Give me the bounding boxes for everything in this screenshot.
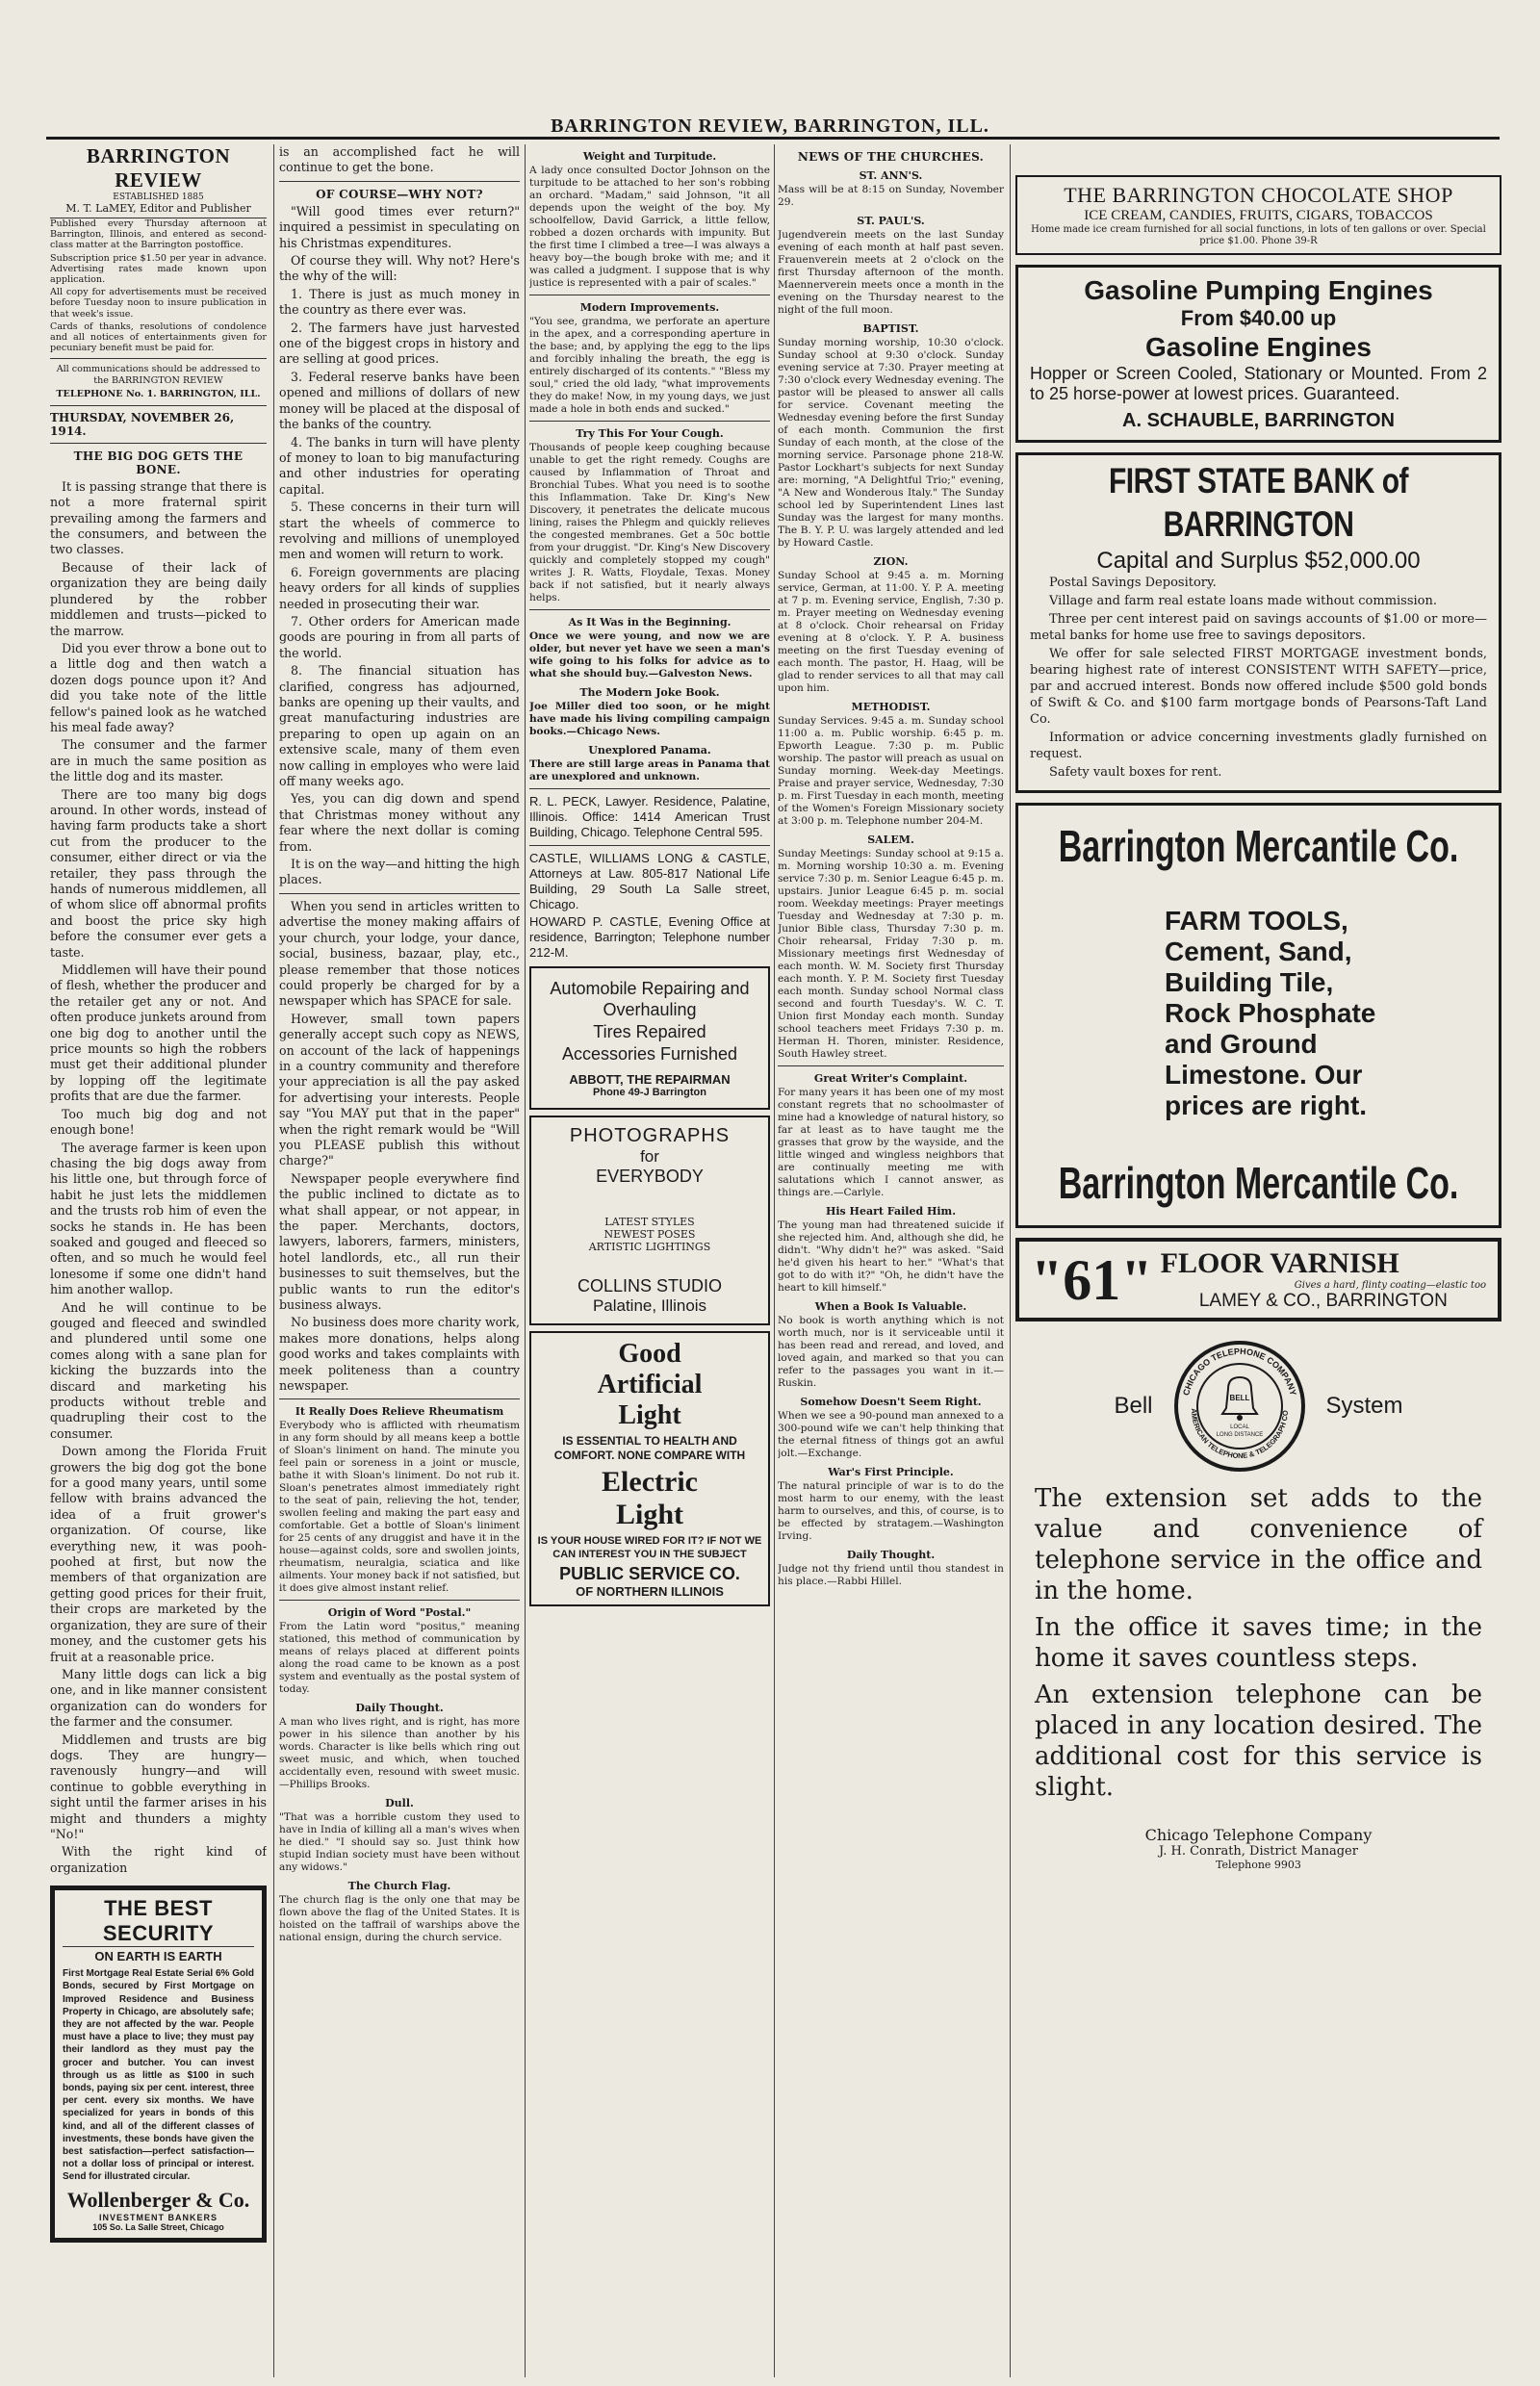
photo-ad-line: PHOTOGRAPHS	[569, 1125, 731, 1146]
article-heading: Great Writer's Complaint.	[813, 1072, 968, 1085]
issue-date: THURSDAY, NOVEMBER 26, 1914.	[50, 410, 235, 438]
column-rule	[273, 144, 274, 2377]
bank-ad-text: Three per cent interest paid on savings accounts of $1.00 or more—metal banks for home use free to savings depositors.	[1030, 612, 1487, 643]
mercantile-ad-title: Barrington Mercantile Co.	[1058, 822, 1459, 872]
light-ad-line: Light	[615, 1499, 684, 1530]
mercantile-ad-line: and Ground	[1165, 1029, 1318, 1059]
article-heading: The Church Flag.	[347, 1880, 451, 1893]
photo-ad-line: NEWEST POSES	[603, 1228, 696, 1241]
gas-ad-line: Gasoline Engines	[1145, 332, 1372, 362]
seal-local-text: LOCAL	[1229, 1424, 1249, 1430]
article-paragraph: 4. The banks in turn will have plenty of money to loan to big manufacturing and other industries for operating capital.	[279, 434, 520, 497]
light-ad-line: IS YOUR HOUSE WIRED FOR IT? IF NOT WE CAN INTEREST YOU IN THE SUBJECT	[537, 1535, 762, 1560]
mercantile-ad-title: Barrington Mercantile Co.	[1058, 1159, 1459, 1209]
article-paragraph: The average farmer is keen upon chasing the big dogs away from his little one, but through force of habit he just lets the middlemen and the trusts rob him of even the socks he stands in. He has been soaked and gouged and fleeced so often, and so much he would feel lonesome if some one didn't hand him another wallop.	[50, 1140, 267, 1297]
article-paragraph: is an accomplished fact he will continue to get the bone.	[279, 144, 520, 175]
column-2	[279, 144, 520, 2377]
article-paragraph: The young man had threatened suicide if she rejected him. And, although she did, he didn't. "Why didn't he?" was asked. "Said he'd given his heart to her." "What's that got to do with it?" "Oh, he didn't have the heart to kill himself."	[778, 1219, 1004, 1294]
article-paragraph: A man who lives right, and is right, has more power in his silence than another by his words. Character is like bells which ring out sweet music, and which, when touched accidentally even, resound with sweet music.—Phillips Brooks.	[279, 1716, 520, 1791]
article-paragraph: 5. These concerns in their turn will start the wheels of commerce to revolving and millions of unemployed men and women will return to work.	[279, 500, 520, 562]
auto-ad-phone: Phone 49-J Barrington	[593, 1087, 706, 1098]
light-ad-line: Electric	[602, 1466, 698, 1498]
divider	[50, 443, 267, 444]
church-heading: BAPTIST.	[862, 322, 919, 335]
bond-ad-title: THE BEST SECURITY	[63, 1896, 254, 1947]
article-paragraph: With the right kind of organization	[50, 1844, 267, 1875]
varnish-ad-title: FLOOR VARNISH	[1160, 1247, 1399, 1279]
auto-ad-line: Accessories Furnished	[561, 1044, 738, 1064]
bank-ad-text: Postal Savings Depository.	[1049, 576, 1217, 590]
article-paragraph: Because of their lack of organization they are being daily plundered by the robber middlemen and trusts—picked to the marrow.	[50, 559, 267, 638]
article-heading: His Heart Failed Him.	[825, 1205, 957, 1218]
telephone-ad-phone: Telephone 9903	[1216, 1859, 1301, 1871]
divider	[279, 181, 520, 182]
article-paragraph: The church flag is the only one that may be flown above the flag of the United States. It is hoisted on the taffrail of warships above the national ensign, during the church service.	[279, 1894, 520, 1944]
article-heading: It Really Does Relieve Rheumatism	[295, 1405, 504, 1419]
column-rule	[525, 144, 526, 2377]
article-heading: Daily Thought.	[846, 1549, 936, 1561]
bank-ad-capital: Capital and Surplus $52,000.00	[1096, 548, 1421, 574]
light-ad-line: Light	[618, 1400, 681, 1430]
photo-ad-line: for	[640, 1147, 659, 1166]
svg-text:CHICAGO TELEPHONE COMPANY	[1181, 1347, 1298, 1397]
nameplate	[50, 144, 267, 218]
mercantile-ad-line: Cement, Sand,	[1165, 936, 1352, 966]
article-paragraph: No business does more charity work, makes more donations, helps along good works and takes complaints with meek politeness than a country newspaper.	[279, 1315, 520, 1394]
article-paragraph: Down among the Florida Fruit growers the big dog got the bone for a good many years, until some fellow with brains advanced the idea of a fruit grower's organization. Of course, like everything new, it was pooh-poohed at first, but now the members of that organization are getting good prices for their fruit, their crops are marketed by the organization, they are sure of their money, and the customer gets his fruit at a reasonable price.	[50, 1444, 267, 1664]
article-paragraph: Once we were young, and now we are older, but never yet have we seen a man's wife going to his folks for advice as to what she should buy.—Galveston News.	[529, 630, 770, 680]
bank-ad	[1015, 452, 1502, 793]
photo-studio-ad	[529, 1116, 770, 1325]
church-heading: METHODIST.	[851, 701, 931, 713]
bell-seal-icon	[1172, 1339, 1307, 1474]
divider	[279, 1600, 520, 1601]
mercantile-ad	[1015, 803, 1502, 1228]
article-paragraph: 7. Other orders for American made goods are pouring in from all parts of the world.	[279, 613, 520, 660]
auto-ad-line: Tires Repaired	[593, 1022, 706, 1041]
article-paragraph: Middlemen will have their pound of flesh, whether the producer and the retailer get any or not. And often produce junkets around from one big dog to another until the price mounts so high the robbers must get their additional plunder by lopping off the legitimate profits that are due the farmer.	[50, 962, 267, 1104]
light-ad-firm-sub: OF NORTHERN ILLINOIS	[576, 1584, 724, 1599]
article-heading: OF COURSE—WHY NOT?	[316, 187, 483, 201]
article-paragraph: However, small town papers generally accept such copy as NEWS, on account of the lack of happenings in a country community and therefore your appreciation is all the pay asked for advertising your interests. People say "You MAY put that in the paper" when the right remark would be "Will you PLEASE publish this without charge?"	[279, 1011, 520, 1168]
communications-note: All communications should be addressed to the BARRINGTON REVIEW	[56, 364, 261, 386]
article-paragraph: Many little dogs can lick a big one, and in like manner consistent organization can do wonders for the farmer and the consumer.	[50, 1666, 267, 1730]
page-masthead: BARRINGTON REVIEW, BARRINGTON, ILL.	[551, 115, 989, 137]
subscription-note: Subscription price $1.50 per year in advance. Advertising rates made known upon application.	[50, 252, 267, 286]
gas-ad-line: From $40.00 up	[1180, 306, 1337, 330]
lawyer-card-howard-castle: HOWARD P. CASTLE, Evening Office at residence, Barrington; Telephone number 212-M.	[529, 914, 770, 960]
floor-varnish-ad	[1015, 1238, 1502, 1321]
article-paragraph: From the Latin word "positus," meaning stationed, this method of communication by means of relays placed at different points along the road came to be known as a post system and eventually as the postal system of today.	[279, 1621, 520, 1696]
masthead-rule	[46, 137, 1500, 140]
article-heading: War's First Principle.	[828, 1466, 954, 1478]
lawyer-card-castle: CASTLE, WILLIAMS LONG & CASTLE, Attorneys at Law. 805-817 National Life Building, 29 South La Salle street, Chicago.	[529, 851, 770, 911]
bank-ad-title: FIRST STATE BANK of BARRINGTON	[1108, 461, 1409, 545]
lawyer-card-peck: R. L. PECK, Lawyer. Residence, Palatine, Illinois. Office: 1414 American Trust Building, Chicago. Telephone Central 595.	[529, 794, 770, 839]
divider	[50, 358, 267, 359]
article-paragraph: For many years it has been one of my most constant regrets that no schoolmaster of mine had a knowledge of natural history, so far at least as to have taught me the grasses that grow by the wayside, and the little winged and wingless neighbors that are continually meeting me with salutations which I cannot answer, as things are.—Carlyle.	[778, 1087, 1004, 1198]
church-news-heading: NEWS OF THE CHURCHES.	[797, 150, 985, 164]
article-paragraph: Middlemen and trusts are big dogs. They are hungry—ravenously hungry—and will continue to gobble everything in sight until the farmer arises in his might and thunders a mighty "No!"	[50, 1732, 267, 1841]
light-ad-firm: PUBLIC SERVICE CO.	[559, 1564, 740, 1583]
light-ad-line: Good	[618, 1339, 681, 1369]
photo-ad-studio: COLLINS STUDIO	[577, 1276, 723, 1296]
mercantile-ad-line: prices are right.	[1165, 1090, 1368, 1120]
divider	[50, 405, 267, 406]
auto-repair-ad	[529, 966, 770, 1110]
light-ad-line: IS ESSENTIAL TO HEALTH AND COMFORT. NONE COMPARE WITH	[553, 1434, 746, 1462]
divider	[778, 1065, 1004, 1066]
church-paragraph: Mass will be at 8:15 on Sunday, November 29.	[778, 184, 1004, 208]
church-paragraph: Sunday Services. 9:45 a. m. Sunday school 11:00 a. m. Public worship. 6:45 p. m. Epworth League. 7:30 p. m. Public worship. The pastor will preach as usual on Sunday morning. Week-day Meetings. Praise and prayer service, Wednesday, 7:30 p. m. First Tuesday in each month, meeting of the Women's Foreign Missionary society at 3:00 p. m. Telephone number 204-M.	[778, 715, 1004, 827]
bond-ad-firm-sub: INVESTMENT BANKERS	[98, 2212, 218, 2222]
article-paragraph: The consumer and the farmer are in much the same position as the little dog and its master.	[50, 737, 267, 784]
gas-ad-body: Hopper or Screen Cooled, Stationary or Mounted. From 2 to 25 horse-power at lowest prices. Guaranteed.	[1030, 364, 1487, 403]
church-heading: ST. PAUL'S.	[857, 215, 925, 227]
mercantile-ad-line: Limestone. Our	[1165, 1060, 1363, 1090]
photo-ad-line: EVERYBODY	[596, 1167, 704, 1186]
column-5	[1015, 144, 1502, 2377]
seal-center-text: BELL	[1229, 1394, 1249, 1402]
article-paragraph: 6. Foreign governments are placing heavy orders for all kinds of supplies needed in prosecuting their war.	[279, 564, 520, 611]
divider	[279, 1398, 520, 1399]
article-heading: Try This For Your Cough.	[576, 427, 724, 440]
photo-ad-town: Palatine, Illinois	[592, 1296, 707, 1315]
gas-ad-line: Gasoline Pumping Engines	[1084, 275, 1433, 305]
divider	[529, 845, 770, 846]
article-paragraph: No book is worth anything which is not worth much, nor is it serviceable until it has been read and reread, and loved, and loved again, and marked so that you can refer to the passages you want in it.—Ruskin.	[778, 1315, 1004, 1389]
article-paragraph: Did you ever throw a bone out to a little dog and then watch a dozen dogs pounce upon it? And did you take note of the little fellow's pained look as he watched his meal fade away?	[50, 640, 267, 734]
article-paragraph: Yes, you can dig down and spend that Christmas money without any fear where the next dollar is coming from.	[279, 791, 520, 854]
bank-ad-text: Information or advice concerning investments gladly furnished on request.	[1030, 731, 1487, 761]
gasoline-engine-ad	[1015, 265, 1502, 443]
copy-note: All copy for advertisements must be received before Tuesday noon to insure publication in that week's issue.	[50, 287, 267, 320]
seal-long-distance-text: LONG DISTANCE	[1216, 1432, 1263, 1438]
divider	[529, 609, 770, 610]
article-heading: Unexplored Panama.	[588, 744, 711, 757]
published-note: Published every Thursday afternoon at Barrington, Illinois, and entered as second-class matter at the Barrington postoffice.	[50, 218, 267, 251]
bond-ad-address: 105 So. La Salle Street, Chicago	[92, 2221, 224, 2232]
article-paragraph: 2. The farmers have just harvested one of the biggest crops in history and are selling at good prices.	[279, 320, 520, 367]
article-heading: When a Book Is Valuable.	[814, 1300, 967, 1313]
article-paragraph: When we see a 90-pound man annexed to a 300-pound wife we can't help thinking that the eternal fitness of things got an awful jolt.—Exchange.	[778, 1410, 1004, 1459]
article-heading: Daily Thought.	[355, 1702, 444, 1715]
church-paragraph: Sunday School at 9:45 a. m. Morning service, German, at 11:00. Y. P. A. meeting at 7 p. m. Evening service, English, 7:30 p. m. Prayer meeting on Wednesday evening at 8 o'clock. Choir rehearsal on Friday evening at 8 o'clock. Y. P. A. business meeting on the first Tuesday evening of each month. The pastor, H. Haag, will be glad to render services to all that may call upon him.	[778, 570, 1004, 694]
photo-ad-line: ARTISTIC LIGHTINGS	[588, 1241, 711, 1253]
article-paragraph: 8. The financial situation has clarified, congress has adjourned, banks are opening up their vaults, and great manufacturing industries are preparing to open up again on an extensive scale, many of them even now calling in employes who were laid off many weeks ago.	[279, 663, 520, 789]
church-heading: ST. ANN'S.	[859, 169, 923, 182]
telephone-note: TELEPHONE No. 1. BARRINGTON, ILL.	[56, 388, 261, 399]
divider	[529, 788, 770, 789]
mercantile-ad-line: Rock Phosphate	[1165, 998, 1376, 1028]
church-paragraph: Sunday Meetings: Sunday school at 9:15 a. m. Morning worship 10:30 a. m. Evening service 7:30 p. m. Senior League 6:45 p. m. upstairs. Junior League 6:45 p. m. social room. Weekday meetings: Prayer meetings Tuesday and Wednesday at 7:30 p. m. Junior Bible class, Thursday 7:30 p. m. Choir rehearsal, Friday 7:30 p. m. Missionary meetings first Wednesday of each month. W. M. Society first Thursday each month. Y. P. M. Society first Tuesday each month. Sunday school Normal class second and fourth Tuesday's. W. C. T. Union first Monday each month. Sunday school teachers meet Fridays 7:30 p. m. Herman H. Thoren, minister. Residence, South Hawley street.	[778, 848, 1004, 1060]
chocolate-ad-title: THE BARRINGTON CHOCOLATE SHOP	[1064, 183, 1453, 207]
cards-note: Cards of thanks, resolutions of condolence and all notices of entertainments given for pecuniary benefit must be paid for.	[50, 321, 267, 354]
bell-label: Bell	[1114, 1393, 1153, 1419]
bond-ad	[50, 1886, 267, 2242]
established: ESTABLISHED 1885	[113, 192, 204, 202]
article-paragraph: It is passing strange that there is not a more fraternal spirit prevailing among the farmers and the consumers, and between the two classes.	[50, 478, 267, 557]
bank-ad-text: Safety vault boxes for rent.	[1049, 765, 1222, 780]
article-heading: Dull.	[385, 1797, 414, 1810]
mercantile-ad-line: Building Tile,	[1165, 967, 1334, 997]
bond-ad-firm: Wollenberger & Co.	[66, 2187, 250, 2212]
system-label: System	[1325, 1393, 1403, 1419]
article-paragraph: Joe Miller died too soon, or he might have made his living compiling campaign books.—Chicago News.	[529, 701, 770, 737]
telephone-ad-manager: J. H. Conrath, District Manager	[1159, 1844, 1358, 1859]
article-paragraph: There are still large areas in Panama that are unexplored and unknown.	[529, 758, 770, 783]
editor-line: M. T. LaMEY, Editor and Publisher	[65, 202, 251, 215]
article-paragraph: It is on the way—and hitting the high places.	[279, 857, 520, 887]
photo-ad-line: LATEST STYLES	[604, 1216, 695, 1228]
article-paragraph: Newspaper people everywhere find the public inclined to dictate as to what shall appear, or not appear, in the paper. Merchants, doctors, lawyers, laborers, farmers, ministers, hotel landlords, etc., all run their businesses to suit themselves, but the public wants to run the editor's business always.	[279, 1170, 520, 1313]
article-heading: Origin of Word "Postal."	[327, 1606, 472, 1620]
column-rule	[774, 144, 775, 2377]
telephone-ad-company: Chicago Telephone Company	[1144, 1826, 1373, 1844]
article-paragraph: And he will continue to be gouged and fleeced and swindled and plundered until some one comes along with a sane plan for kicking the buzzards into the discard and marketing his products without treble and quadrupling their cost to the consumer.	[50, 1299, 267, 1441]
editorial-heading: THE BIG DOG GETS THE BONE.	[73, 449, 244, 476]
article-paragraph: Of course they will. Why not? Here's the why of the will:	[279, 253, 520, 284]
bank-ad-text: We offer for sale selected FIRST MORTGAGE investment bonds, bearing highest rate of interest CONSISTENT WITH SAFETY—price, par and accrued interest. Bonds now offered include $500 gold bonds of Swift & Co. and $100 farm mortgage bonds of Pearsons-Taft Land Co.	[1030, 647, 1487, 727]
light-ad-line: Artificial	[597, 1370, 703, 1399]
article-heading: As It Was in the Beginning.	[568, 616, 732, 629]
electric-light-ad	[529, 1331, 770, 1606]
column-1	[50, 144, 267, 2377]
varnish-ad-tagline: Gives a hard, flinty coating—elastic too	[1294, 1280, 1486, 1291]
telephone-ad-text: An extension telephone can be placed in any location desired. The additional cost for this service is slight.	[1035, 1680, 1482, 1802]
church-paragraph: Jugendverein meets on the last Sunday evening of each month at half past seven. Frauenverein meets at 2 o'clock on the first Thursday afternoon of the month. Maennerverein meets once a month in the evening on the Thursday nearest to the night of the full moon.	[778, 229, 1004, 316]
chocolate-ad-note: Home made ice cream furnished for all social functions, in lots of ten gallons or over. Special price $1.00. Phone 39-R	[1031, 224, 1486, 246]
article-paragraph: Everybody who is afflicted with rheumatism in any form should by all means keep a bottle of Sloan's liniment on hand. The minute you feel pain or soreness in a joint or muscle, bathe it with Sloan's liniment. Do not rub it. Sloan's penetrates almost immediately right to the seat of pain, relieving the hot, tender, swollen feeling and making the part easy and comfortable. Get a bottle of Sloan's liniment for 25 cents of any druggist and have it in the house—against colds, sore and swollen joints, rheumatism, neuralgia, sciatica and like ailments. Your money back if not satisfied, but it does give almost instant relief.	[279, 1420, 520, 1595]
article-paragraph: When you send in articles written to advertise the money making affairs of your church, your lodge, your dance, social, business, bazaar, play, etc., please remember that those notices could properly be charged for by a newspaper which has SPACE for sale.	[279, 898, 520, 1009]
column-3	[529, 144, 770, 2377]
varnish-ad-number: "61"	[1031, 1247, 1153, 1312]
article-paragraph: "You see, grandma, we perforate an aperture in the apex, and a corresponding aperture in the base; and, by applying the egg to the lips and forcibly inhaling the breath, the egg is entirely discharged of its contents." "Bless my soul," cried the old lady, "what improvements they do make! Now, in my young days, we just made a hole in both ends and sucked."	[529, 316, 770, 415]
article-paragraph: Too much big dog and not enough bone!	[50, 1106, 267, 1138]
article-paragraph: The natural principle of war is to do the most harm to our enemy, with the least harm to ourselves, and this, of course, is to be effected by stratagem.—Washington Irving.	[778, 1480, 1004, 1542]
telephone-ad-text: The extension set adds to the value and convenience of telephone service in the office and in the home.	[1035, 1484, 1482, 1605]
bond-ad-body: First Mortgage Real Estate Serial 6% Gold Bonds, secured by First Mortgage on Improved Residence and Business Property in Chicago, are absolutely safe; they are not affected by the war. People must have a place to live; they must pay their landlord as they must pay the grocer and butcher. You can invest through us as little as $100 in such bonds, paying six per cent. interest, three per cent. every six months. We have specialized for years in bonds of this kind, and all of the different classes of investments, these bonds have given the best satisfaction—perfect satisfaction—not a dollar loss of principal or interest. Send for illustrated circular.	[63, 1968, 254, 2183]
church-heading: SALEM.	[867, 834, 914, 846]
article-paragraph: 3. Federal reserve banks have been opened and millions of dollars of new money will be placed at the disposal of the banks of the country.	[279, 369, 520, 432]
article-paragraph: 1. There is just as much money in the country as there ever was.	[279, 286, 520, 318]
article-paragraph: Judge not thy friend until thou standest in his place.—Rabbi Hillel.	[778, 1563, 1004, 1587]
telephone-ad-text: In the office it saves time; in the home it saves countless steps.	[1035, 1613, 1482, 1673]
article-heading: The Modern Joke Book.	[579, 686, 720, 699]
auto-ad-firm: ABBOTT, THE REPAIRMAN	[569, 1072, 731, 1087]
telephone-ad	[1015, 1331, 1502, 1875]
column-rule	[1010, 144, 1011, 2377]
column-4	[778, 144, 1004, 2377]
chocolate-ad-sub: ICE CREAM, CANDIES, FRUITS, CIGARS, TOBACCOS	[1084, 208, 1433, 223]
seal-ring-top: CHICAGO TELEPHONE COMPANY	[1180, 1346, 1298, 1397]
divider	[279, 893, 520, 894]
church-heading: ZION.	[873, 555, 909, 568]
article-paragraph: "Will good times ever return?" inquired a pessimist in speculating on his Christmas expenditures.	[279, 203, 520, 250]
article-heading: Weight and Turpitude.	[582, 150, 717, 163]
nameplate-title: BARRINGTON REVIEW	[86, 144, 231, 192]
seal-ring-bottom: AMERICAN TELEPHONE & TELEGRAPH CO	[1189, 1408, 1290, 1461]
church-paragraph: Sunday morning worship, 10:30 o'clock. Sunday school at 9:30 o'clock. Sunday evening service at 7:30. Prayer meeting at 7:30 o'clock every Wednesday evening. The pastor will be pleased to answer all calls for service. Covenant meeting the Wednesday evening before the first Sunday of each month. Communion the first Sunday of each month, at the close of the morning service. Parsonage phone 218-W. Pastor Lockhart's subjects for next Sunday are: morning, "A Delightful Trio;" evening, "A New and Wonderous Italy." The Sunday school led by Superintendent Lines last Sunday was the largest for many months. The B. Y. P. U. was largely attended and led by Howard Castle.	[778, 337, 1004, 549]
mercantile-ad-line: FARM TOOLS,	[1165, 906, 1348, 936]
article-paragraph: A lady once consulted Doctor Johnson on the turpitude to be attached to her son's robbing an orchard. "Madam," said Johnson, "it all depends upon the weight of the boy. My schoolfellow, David Garrick, a little fellow, robbed a dozen orchards with impunity. But the first time I climbed a tree—I was always a heavy boy—the bough broke with me; and it was called a judgment. I suppose that is why justice is represented with a pair of scales."	[529, 165, 770, 289]
article-paragraph: There are too many big dogs around. In other words, instead of having farm products take a short cut from the producer to the consumer, either direct or via the retailer, they pass through the hands of numerous middlemen, all of whom slice off abnormal profits and boost the price sky high before the consumer ever gets a taste.	[50, 786, 267, 960]
gas-ad-firm: A. SCHAUBLE, BARRINGTON	[1122, 410, 1395, 431]
article-paragraph: Thousands of people keep coughing because unable to get the right remedy. Coughs are caused by Inflammation of Throat and Bronchial Tubes. What you need is to soothe this Inflammation. Take Dr. King's New Discovery, it penetrates the delicate mucous lining, raises the Phlegm and quickly relieves the congested membranes. Get a 50c bottle from your druggist. "Dr. King's New Discovery quickly and completely stopped my cough" writes J. R. Watts, Floydale, Texas. Money back if not satisfied, but it nearly always helps.	[529, 442, 770, 603]
chocolate-shop-ad	[1015, 175, 1502, 255]
article-heading: Modern Improvements.	[579, 301, 720, 314]
article-heading: Somehow Doesn't Seem Right.	[800, 1396, 982, 1408]
auto-ad-line: Automobile Repairing and Overhauling	[550, 979, 750, 1019]
article-paragraph: "That was a horrible custom they used to have in India of killing all a man's wives when he died." "I should say so. Just think how stupid Indian society must have been without any widows."	[279, 1811, 520, 1874]
bank-ad-text: Village and farm real estate loans made without commission.	[1049, 594, 1438, 608]
varnish-ad-firm: LAMEY & CO., BARRINGTON	[1198, 1291, 1448, 1311]
bond-ad-subtitle: ON EARTH IS EARTH	[94, 1949, 222, 1964]
divider	[529, 421, 770, 422]
